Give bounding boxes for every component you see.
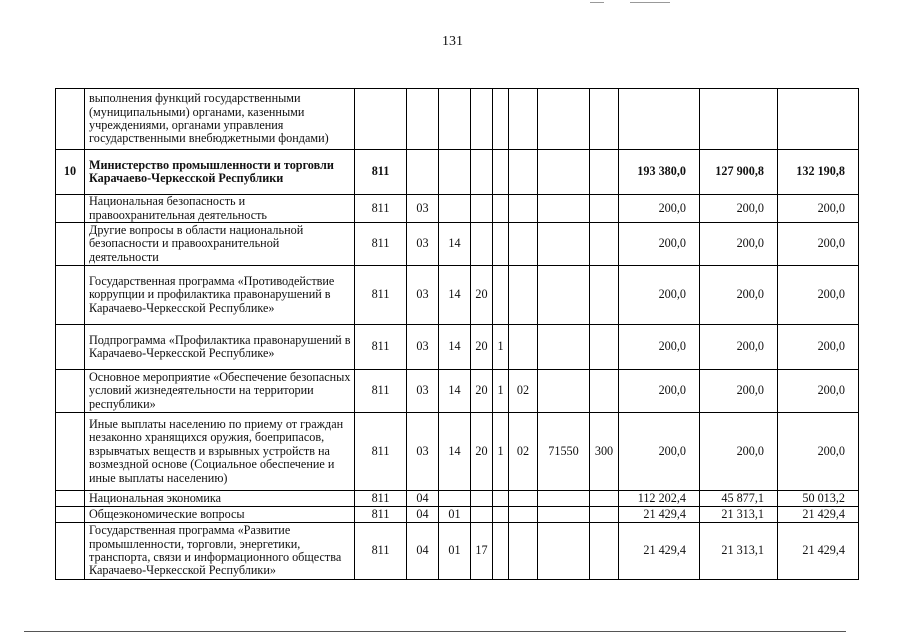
program-code-cell: 20 (471, 370, 493, 413)
table-row (56, 413, 859, 491)
subprogram-code-cell (493, 491, 509, 507)
table-row (56, 150, 859, 195)
row-number-cell (56, 491, 85, 507)
table-row (56, 266, 859, 325)
row-number-cell (56, 223, 85, 266)
activity-code-cell (509, 195, 538, 223)
row-name-cell: Иные выплаты населению по приему от граждан незаконно хранящихся оружия, боеприпасов, взрывчатых веществ и взрывных устройств на возмездной основе (Социальное обеспечение и иные выплаты населению) (85, 413, 355, 491)
row-number-cell (56, 89, 85, 150)
section-code-cell: 04 (407, 523, 439, 580)
direction-code-cell (538, 491, 590, 507)
sum-year-2-cell: 21 313,1 (700, 507, 778, 523)
subprogram-code-cell: 1 (493, 370, 509, 413)
sum-year-3-cell: 21 429,4 (778, 523, 859, 580)
bottom-rule (24, 631, 846, 632)
sum-year-3-cell: 50 013,2 (778, 491, 859, 507)
sum-year-3-cell: 200,0 (778, 413, 859, 491)
activity-code-cell (509, 150, 538, 195)
expense-type-cell (590, 223, 619, 266)
sum-year-3-cell: 132 190,8 (778, 150, 859, 195)
ministry-code-cell: 811 (355, 266, 407, 325)
activity-code-cell (509, 223, 538, 266)
sum-year-2-cell: 21 313,1 (700, 523, 778, 580)
ministry-code-cell: 811 (355, 223, 407, 266)
subprogram-code-cell (493, 523, 509, 580)
sum-year-2-cell: 200,0 (700, 266, 778, 325)
sum-year-2-cell: 200,0 (700, 325, 778, 370)
subsection-code-cell (439, 150, 471, 195)
row-name-cell: выполнения функций государственными (муниципальными) органами, казенными учреждениями, органами управления государственными внебюджетными фондами) (85, 89, 355, 150)
ministry-code-cell: 811 (355, 325, 407, 370)
subprogram-code-cell: 1 (493, 413, 509, 491)
sum-year-2-cell: 200,0 (700, 413, 778, 491)
program-code-cell (471, 507, 493, 523)
direction-code-cell (538, 195, 590, 223)
ministry-code-cell (355, 89, 407, 150)
row-name-cell: Подпрограмма «Профилактика правонарушений в Карачаево-Черкесской Республике» (85, 325, 355, 370)
activity-code-cell (509, 507, 538, 523)
expense-type-cell (590, 523, 619, 580)
section-code-cell: 03 (407, 195, 439, 223)
expense-type-cell (590, 325, 619, 370)
sum-year-1-cell: 200,0 (619, 195, 700, 223)
row-name-cell: Другие вопросы в области национальной безопасности и правоохранительной деятельности (85, 223, 355, 266)
sum-year-3-cell (778, 89, 859, 150)
activity-code-cell: 02 (509, 413, 538, 491)
sum-year-1-cell: 193 380,0 (619, 150, 700, 195)
expense-type-cell (590, 266, 619, 325)
sum-year-1-cell: 200,0 (619, 413, 700, 491)
section-code-cell (407, 89, 439, 150)
section-code-cell (407, 150, 439, 195)
page-number: 131 (442, 34, 463, 49)
sum-year-1-cell: 112 202,4 (619, 491, 700, 507)
row-number-cell: 10 (56, 150, 85, 195)
section-code-cell: 03 (407, 325, 439, 370)
row-number-cell (56, 266, 85, 325)
activity-code-cell: 02 (509, 370, 538, 413)
sum-year-1-cell: 200,0 (619, 370, 700, 413)
expense-type-cell (590, 150, 619, 195)
activity-code-cell (509, 491, 538, 507)
table-row (56, 89, 859, 150)
scan-mark (590, 2, 604, 3)
table-row (56, 223, 859, 266)
row-name-cell: Государственная программа «Развитие промышленности, торговли, энергетики, транспорта, связи и информационного общества Карачаево-Черкесской Республики» (85, 523, 355, 580)
row-number-cell (56, 195, 85, 223)
subsection-code-cell: 14 (439, 413, 471, 491)
direction-code-cell (538, 523, 590, 580)
section-code-cell: 04 (407, 491, 439, 507)
sum-year-3-cell: 21 429,4 (778, 507, 859, 523)
scan-mark (630, 2, 670, 3)
program-code-cell: 20 (471, 325, 493, 370)
direction-code-cell (538, 223, 590, 266)
sum-year-2-cell: 200,0 (700, 195, 778, 223)
sum-year-2-cell: 45 877,1 (700, 491, 778, 507)
sum-year-1-cell: 21 429,4 (619, 523, 700, 580)
sum-year-1-cell (619, 89, 700, 150)
sum-year-3-cell: 200,0 (778, 370, 859, 413)
subprogram-code-cell (493, 89, 509, 150)
ministry-code-cell: 811 (355, 507, 407, 523)
ministry-code-cell: 811 (355, 370, 407, 413)
subsection-code-cell: 01 (439, 523, 471, 580)
expense-type-cell (590, 195, 619, 223)
program-code-cell: 20 (471, 266, 493, 325)
program-code-cell (471, 150, 493, 195)
table-row (56, 370, 859, 413)
section-code-cell: 03 (407, 413, 439, 491)
table-row (56, 507, 859, 523)
row-number-cell (56, 370, 85, 413)
subsection-code-cell: 14 (439, 370, 471, 413)
subprogram-code-cell (493, 507, 509, 523)
sum-year-2-cell: 200,0 (700, 223, 778, 266)
sum-year-1-cell: 200,0 (619, 325, 700, 370)
row-name-cell: Общеэкономические вопросы (85, 507, 355, 523)
subprogram-code-cell (493, 266, 509, 325)
ministry-code-cell: 811 (355, 150, 407, 195)
row-number-cell (56, 325, 85, 370)
row-number-cell (56, 507, 85, 523)
table-row (56, 523, 859, 580)
program-code-cell (471, 491, 493, 507)
subsection-code-cell (439, 491, 471, 507)
row-name-cell: Национальная экономика (85, 491, 355, 507)
sum-year-2-cell: 200,0 (700, 370, 778, 413)
table-row (56, 325, 859, 370)
ministry-code-cell: 811 (355, 413, 407, 491)
expense-type-cell: 300 (590, 413, 619, 491)
row-name-cell: Государственная программа «Противодействие коррупции и профилактика правонарушений в Карачаево-Черкесской Республике» (85, 266, 355, 325)
row-name-cell: Основное мероприятие «Обеспечение безопасных условий жизнедеятельности на территории республики» (85, 370, 355, 413)
activity-code-cell (509, 266, 538, 325)
subsection-code-cell: 14 (439, 223, 471, 266)
row-number-cell (56, 413, 85, 491)
subprogram-code-cell (493, 195, 509, 223)
subsection-code-cell (439, 89, 471, 150)
budget-table (55, 88, 859, 580)
row-number-cell (56, 523, 85, 580)
direction-code-cell (538, 507, 590, 523)
expense-type-cell (590, 89, 619, 150)
sum-year-3-cell: 200,0 (778, 325, 859, 370)
subsection-code-cell: 14 (439, 266, 471, 325)
table-row (56, 195, 859, 223)
direction-code-cell (538, 89, 590, 150)
sum-year-2-cell: 127 900,8 (700, 150, 778, 195)
sum-year-1-cell: 21 429,4 (619, 507, 700, 523)
table-row (56, 491, 859, 507)
sum-year-3-cell: 200,0 (778, 195, 859, 223)
sum-year-2-cell (700, 89, 778, 150)
program-code-cell: 20 (471, 413, 493, 491)
activity-code-cell (509, 325, 538, 370)
subprogram-code-cell (493, 150, 509, 195)
subprogram-code-cell: 1 (493, 325, 509, 370)
subsection-code-cell: 14 (439, 325, 471, 370)
direction-code-cell: 71550 (538, 413, 590, 491)
ministry-code-cell: 811 (355, 523, 407, 580)
sum-year-1-cell: 200,0 (619, 266, 700, 325)
row-name-cell: Национальная безопасность и правоохранительная деятельность (85, 195, 355, 223)
ministry-code-cell: 811 (355, 195, 407, 223)
subprogram-code-cell (493, 223, 509, 266)
activity-code-cell (509, 89, 538, 150)
sum-year-1-cell: 200,0 (619, 223, 700, 266)
section-code-cell: 03 (407, 266, 439, 325)
direction-code-cell (538, 150, 590, 195)
direction-code-cell (538, 266, 590, 325)
ministry-code-cell: 811 (355, 491, 407, 507)
activity-code-cell (509, 523, 538, 580)
expense-type-cell (590, 370, 619, 413)
subsection-code-cell (439, 195, 471, 223)
expense-type-cell (590, 507, 619, 523)
row-name-cell: Министерство промышленности и торговли Карачаево-Черкесской Республики (85, 150, 355, 195)
program-code-cell: 17 (471, 523, 493, 580)
direction-code-cell (538, 370, 590, 413)
direction-code-cell (538, 325, 590, 370)
sum-year-3-cell: 200,0 (778, 223, 859, 266)
subsection-code-cell: 01 (439, 507, 471, 523)
program-code-cell (471, 223, 493, 266)
section-code-cell: 04 (407, 507, 439, 523)
expense-type-cell (590, 491, 619, 507)
sum-year-3-cell: 200,0 (778, 266, 859, 325)
program-code-cell (471, 195, 493, 223)
section-code-cell: 03 (407, 370, 439, 413)
section-code-cell: 03 (407, 223, 439, 266)
program-code-cell (471, 89, 493, 150)
